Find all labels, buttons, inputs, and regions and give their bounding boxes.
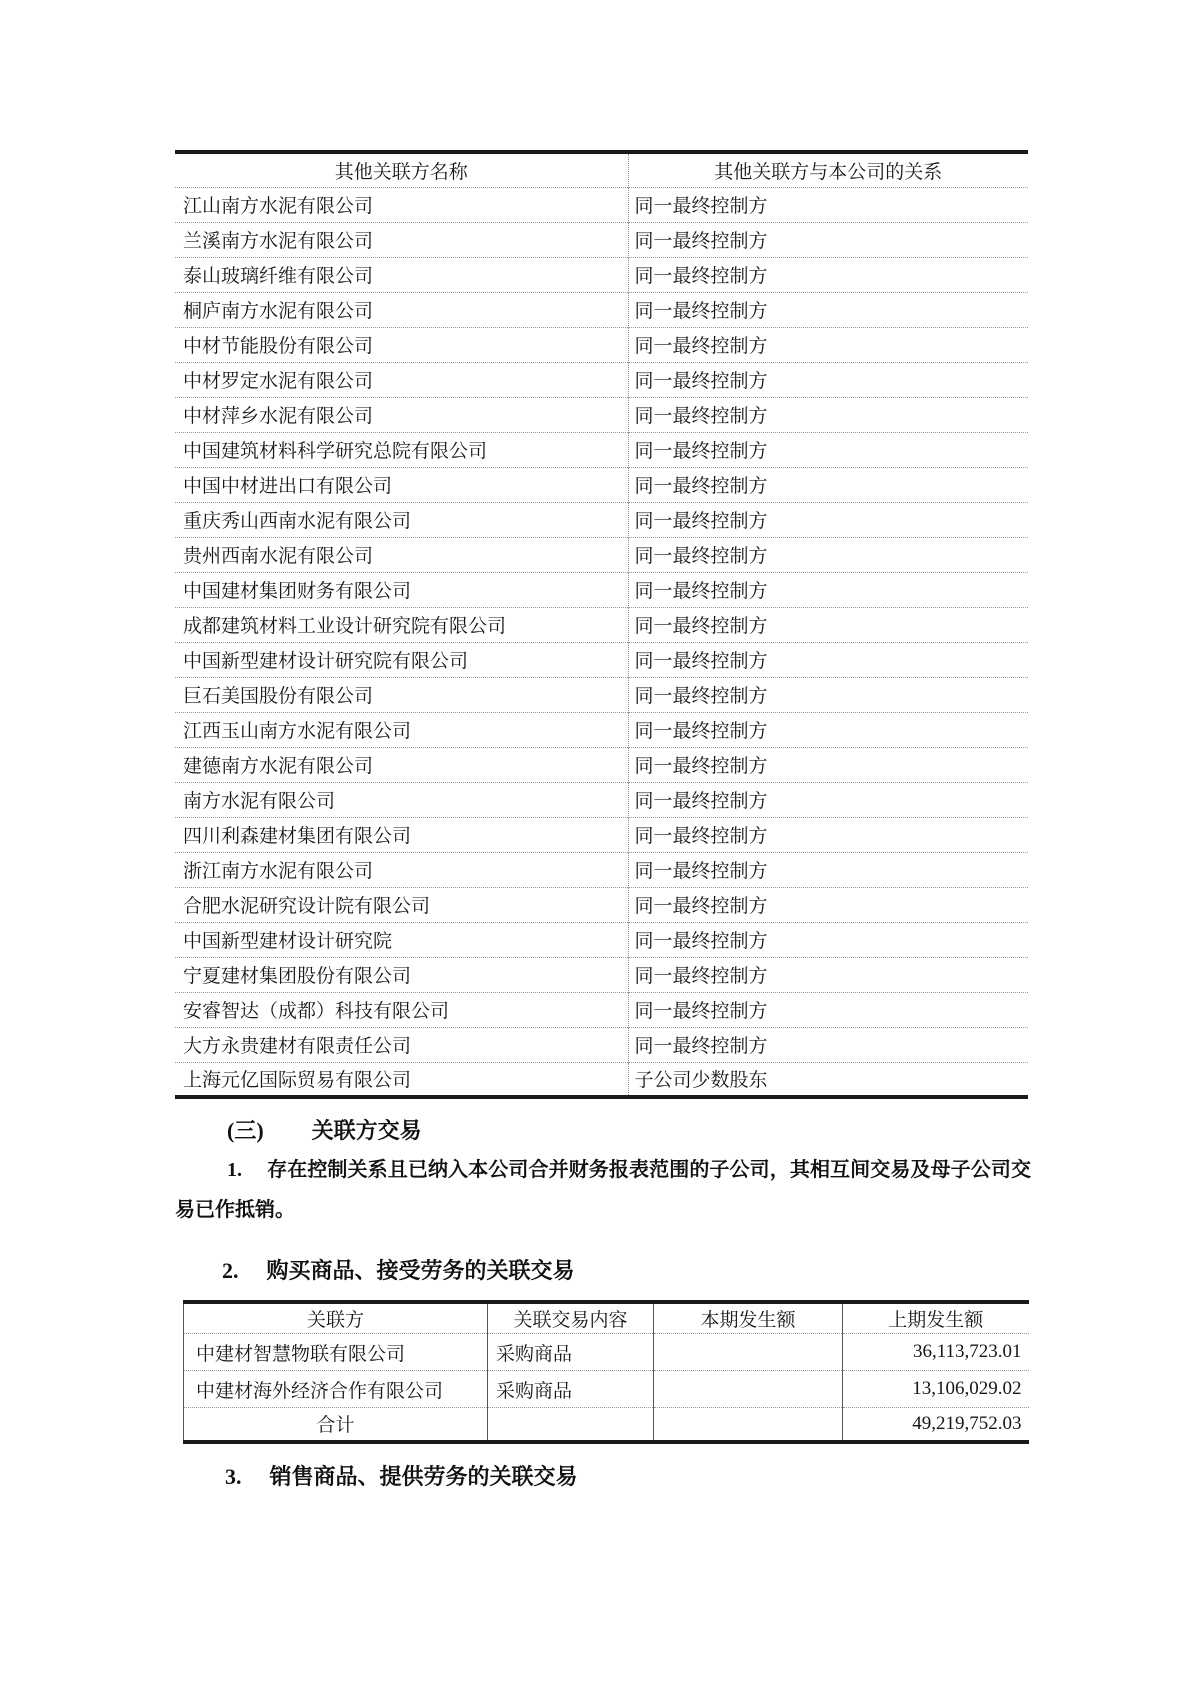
relation-cell: 同一最终控制方	[628, 222, 1028, 257]
table-row	[175, 607, 1028, 642]
table-row	[175, 642, 1028, 677]
party-name-cell: 中材节能股份有限公司	[175, 327, 628, 362]
total-current-amount-cell	[654, 1408, 843, 1442]
table-header-row	[184, 1302, 1029, 1334]
table-row	[175, 852, 1028, 887]
other-related-parties-table	[175, 150, 1028, 1099]
relation-cell: 同一最终控制方	[628, 467, 1028, 502]
party-name-cell: 浙江南方水泥有限公司	[175, 852, 628, 887]
party-name-cell: 桐庐南方水泥有限公司	[175, 292, 628, 327]
party-name-cell: 江山南方水泥有限公司	[175, 187, 628, 222]
section-title: 关联方交易	[311, 1118, 422, 1143]
table-row	[175, 922, 1028, 957]
party-name-cell: 中国新型建材设计研究院	[175, 922, 628, 957]
relation-cell: 同一最终控制方	[628, 362, 1028, 397]
column-header-transaction-content: 关联交易内容	[488, 1302, 654, 1334]
purchase-transactions-table	[183, 1300, 1029, 1444]
relation-cell: 同一最终控制方	[628, 572, 1028, 607]
prior-period-amount-cell: 36,113,723.01	[843, 1334, 1029, 1371]
heading-sales-transactions	[225, 1463, 578, 1491]
relation-cell: 子公司少数股东	[628, 1062, 1028, 1097]
table-row	[175, 327, 1028, 362]
table-row	[175, 432, 1028, 467]
table-row	[175, 817, 1028, 852]
relation-cell: 同一最终控制方	[628, 642, 1028, 677]
party-name-cell: 兰溪南方水泥有限公司	[175, 222, 628, 257]
table-row	[175, 1027, 1028, 1062]
table-row	[175, 222, 1028, 257]
total-prior-amount-cell: 49,219,752.03	[843, 1408, 1029, 1442]
table-row	[175, 677, 1028, 712]
transaction-content-cell: 采购商品	[488, 1334, 654, 1371]
relation-cell: 同一最终控制方	[628, 1027, 1028, 1062]
relation-cell: 同一最终控制方	[628, 187, 1028, 222]
purchase-table-body	[184, 1334, 1029, 1408]
relation-cell: 同一最终控制方	[628, 257, 1028, 292]
party-name-cell: 大方永贵建材有限责任公司	[175, 1027, 628, 1062]
table-row	[175, 887, 1028, 922]
relation-cell: 同一最终控制方	[628, 607, 1028, 642]
total-label-cell: 合计	[184, 1408, 488, 1442]
table-row	[175, 992, 1028, 1027]
section-heading-related-party-transactions	[227, 1117, 422, 1145]
party-name-cell: 中国建筑材料科学研究总院有限公司	[175, 432, 628, 467]
relation-cell: 同一最终控制方	[628, 992, 1028, 1027]
table-row	[175, 1062, 1028, 1097]
relation-cell: 同一最终控制方	[628, 957, 1028, 992]
party-name-cell: 成都建筑材料工业设计研究院有限公司	[175, 607, 628, 642]
section-number: (三)	[227, 1118, 264, 1143]
table-row	[175, 362, 1028, 397]
table-header-row	[175, 152, 1028, 187]
party-name-cell: 中国新型建材设计研究院有限公司	[175, 642, 628, 677]
current-period-amount-cell	[654, 1371, 843, 1408]
table-row	[175, 187, 1028, 222]
column-header-prior-period-amount: 上期发生额	[843, 1302, 1029, 1334]
party-name-cell: 中材罗定水泥有限公司	[175, 362, 628, 397]
relation-cell: 同一最终控制方	[628, 782, 1028, 817]
party-name-cell: 泰山玻璃纤维有限公司	[175, 257, 628, 292]
relation-cell: 同一最终控制方	[628, 887, 1028, 922]
table-row	[175, 747, 1028, 782]
party-name-cell: 四川利森建材集团有限公司	[175, 817, 628, 852]
table-row	[175, 782, 1028, 817]
party-name-cell: 中材萍乡水泥有限公司	[175, 397, 628, 432]
relation-cell: 同一最终控制方	[628, 397, 1028, 432]
party-name-cell: 江西玉山南方水泥有限公司	[175, 712, 628, 747]
table-row	[175, 257, 1028, 292]
heading-2-number: 2.	[222, 1258, 239, 1283]
column-header-related-party: 关联方	[184, 1302, 488, 1334]
relation-cell: 同一最终控制方	[628, 432, 1028, 467]
table-row	[184, 1371, 1029, 1408]
table-row	[175, 292, 1028, 327]
table-row	[175, 957, 1028, 992]
party-name-cell: 合肥水泥研究设计院有限公司	[175, 887, 628, 922]
party-name-cell: 贵州西南水泥有限公司	[175, 537, 628, 572]
column-header-current-period-amount: 本期发生额	[654, 1302, 843, 1334]
table-row	[175, 537, 1028, 572]
party-name-cell: 安睿智达（成都）科技有限公司	[175, 992, 628, 1027]
current-period-amount-cell	[654, 1334, 843, 1371]
table-row	[175, 572, 1028, 607]
paragraph-consolidation-note	[175, 1150, 1031, 1230]
paragraph-text: 存在控制关系且已纳入本公司合并财务报表范围的子公司，其相互间交易及母子公司交易已作抵销。	[175, 1159, 1031, 1221]
heading-2-title: 购买商品、接受劳务的关联交易	[266, 1258, 575, 1283]
related-parties-table-body	[175, 187, 1028, 1097]
total-row	[184, 1408, 1029, 1442]
heading-3-title: 销售商品、提供劳务的关联交易	[269, 1464, 578, 1489]
table-row	[175, 502, 1028, 537]
heading-purchase-transactions	[222, 1257, 575, 1285]
table-row	[175, 467, 1028, 502]
relation-cell: 同一最终控制方	[628, 852, 1028, 887]
relation-cell: 同一最终控制方	[628, 817, 1028, 852]
relation-cell: 同一最终控制方	[628, 677, 1028, 712]
heading-3-number: 3.	[225, 1464, 242, 1489]
party-name-cell: 中国中材进出口有限公司	[175, 467, 628, 502]
total-content-cell	[488, 1408, 654, 1442]
party-name-cell: 宁夏建材集团股份有限公司	[175, 957, 628, 992]
transaction-content-cell: 采购商品	[488, 1371, 654, 1408]
relation-cell: 同一最终控制方	[628, 502, 1028, 537]
party-name-cell: 重庆秀山西南水泥有限公司	[175, 502, 628, 537]
table-row	[175, 397, 1028, 432]
party-name-cell: 南方水泥有限公司	[175, 782, 628, 817]
column-header-relationship: 其他关联方与本公司的关系	[714, 161, 943, 183]
party-name-cell: 建德南方水泥有限公司	[175, 747, 628, 782]
table-row	[175, 712, 1028, 747]
relation-cell: 同一最终控制方	[628, 747, 1028, 782]
relation-cell: 同一最终控制方	[628, 922, 1028, 957]
relation-cell: 同一最终控制方	[628, 292, 1028, 327]
relation-cell: 同一最终控制方	[628, 327, 1028, 362]
party-name-cell: 巨石美国股份有限公司	[175, 677, 628, 712]
party-name-cell: 上海元亿国际贸易有限公司	[175, 1062, 628, 1097]
related-party-cell: 中建材海外经济合作有限公司	[184, 1371, 488, 1408]
column-header-party-name: 其他关联方名称	[175, 152, 628, 187]
table-row	[184, 1334, 1029, 1371]
paragraph-number: 1.	[227, 1159, 242, 1181]
relation-cell: 同一最终控制方	[628, 537, 1028, 572]
relation-cell: 同一最终控制方	[628, 712, 1028, 747]
prior-period-amount-cell: 13,106,029.02	[843, 1371, 1029, 1408]
related-party-cell: 中建材智慧物联有限公司	[184, 1334, 488, 1371]
party-name-cell: 中国建材集团财务有限公司	[175, 572, 628, 607]
